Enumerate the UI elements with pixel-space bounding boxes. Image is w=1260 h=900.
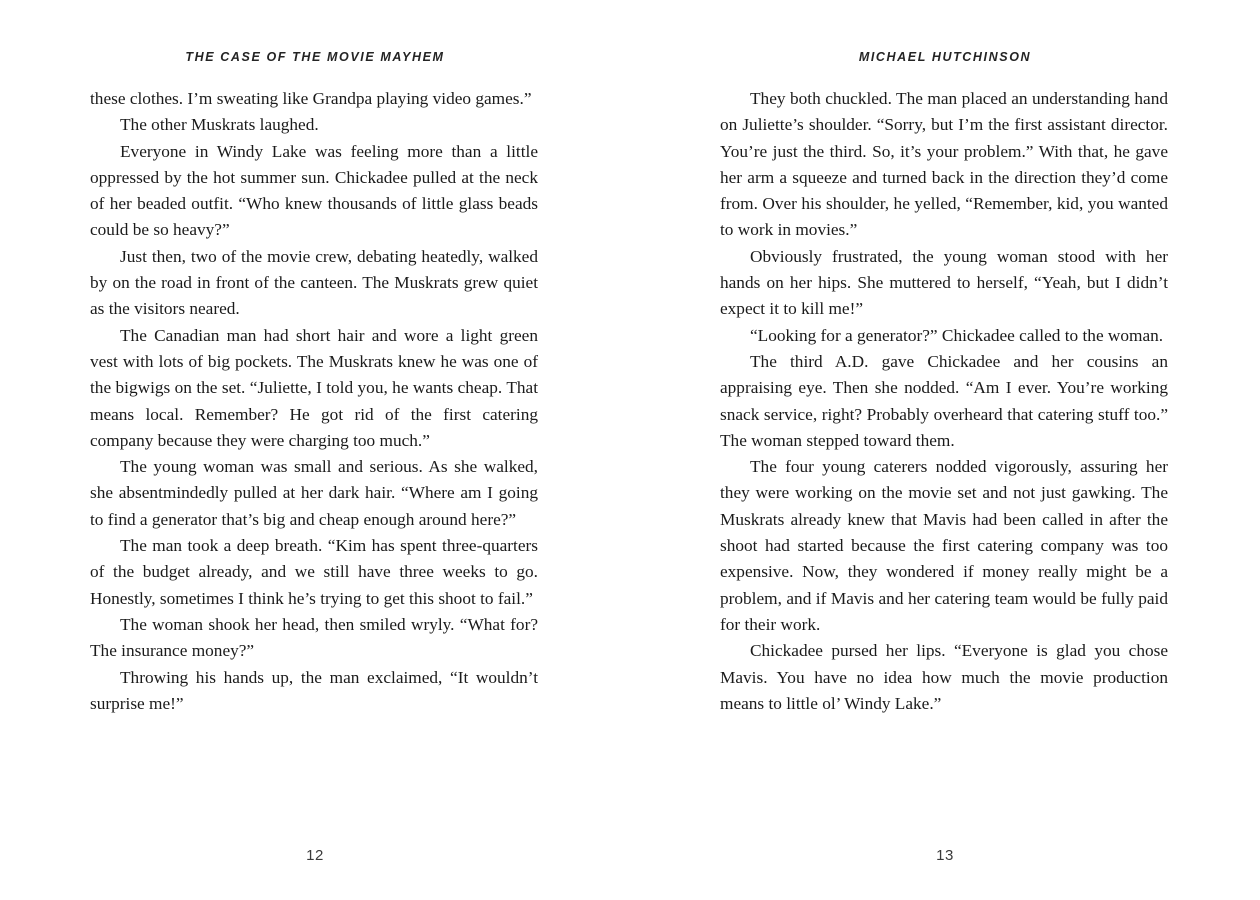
paragraph: The woman shook her head, then smiled wryly. “What for? The insurance money?” — [90, 614, 538, 661]
paragraph: Chickadee pursed her lips. “Everyone is glad you chose Mavis. You have no idea how much the movie production means to little ol’ Windy Lake.” — [720, 641, 1168, 713]
right-page-text-block — [720, 86, 1168, 717]
paragraph: The third A.D. gave Chickadee and her cousins an appraising eye. Then she nodded. “Am I ever. You’re working snack service, right? Probably overheard that catering stuff too.” The woman stepped toward them. — [720, 351, 1168, 450]
paragraph: The other Muskrats laughed. — [120, 115, 319, 135]
running-head-book-title: THE CASE OF THE MOVIE MAYHEM — [185, 50, 445, 64]
left-page-text-block — [90, 86, 538, 717]
right-page-number: 13 — [936, 847, 954, 864]
paragraph: Everyone in Windy Lake was feeling more than a little oppressed by the hot summer sun. Chickadee pulled at the neck of her beaded outfit. “Who knew thousands of little glass beads could be so heavy?” — [90, 141, 538, 240]
paragraph: Just then, two of the movie crew, debating heatedly, walked by on the road in front of the canteen. The Muskrats grew quiet as the visitors neared. — [90, 246, 538, 319]
running-head-author-name: MICHAEL HUTCHINSON — [858, 50, 1032, 64]
paragraph: The man took a deep breath. “Kim has spent three-quarters of the budget already, and we still have three weeks to go. Honestly, sometimes I think he’s trying to get this shoot to fail.” — [90, 536, 538, 608]
paragraph: Throwing his hands up, the man exclaimed, “It wouldn’t surprise me!” — [90, 667, 538, 713]
paragraph: Obviously frustrated, the young woman stood with her hands on her hips. She muttered to herself, “Yeah, but I didn’t expect it to kill me!” — [720, 246, 1168, 319]
left-page-number: 12 — [306, 847, 324, 864]
page-right — [630, 0, 1260, 900]
paragraph: The young woman was small and serious. As she walked, she absentmindedly pulled at her dark hair. “Where am I going to find a generator that’s big and cheap enough around here?” — [90, 457, 538, 529]
paragraph: these clothes. I’m sweating like Grandpa playing video games.” — [90, 89, 532, 108]
paragraph: The Canadian man had short hair and wore a light green vest with lots of big pockets. The Muskrats knew he was one of the bigwigs on the set. “Juliette, I told you, he wants cheap. That means local. Remember? He got rid of the first catering company because they were charging too much.” — [90, 325, 538, 450]
paragraph: The four young caterers nodded vigorously, assuring her they were working on the movie set and not just gawking. The Muskrats already knew that Mavis had been called in after the shoot had started because the first catering company was too expensive. Now, they wondered if money really might be a problem, and if Mavis and her catering team would be fully paid for their work. — [720, 457, 1168, 634]
paragraph: They both chuckled. The man placed an understanding hand on Juliette’s shoulder. “Sorry, but I’m the first assistant director. You’re just the third. So, it’s your problem.” With that, he gave her arm a squeeze and turned back in the direction they’d come from. Over his shoulder, he yelled, “Remember, kid, you wanted to work in movies.” — [720, 89, 1168, 240]
paragraph: “Looking for a generator?” Chickadee called to the woman. — [750, 325, 1164, 345]
